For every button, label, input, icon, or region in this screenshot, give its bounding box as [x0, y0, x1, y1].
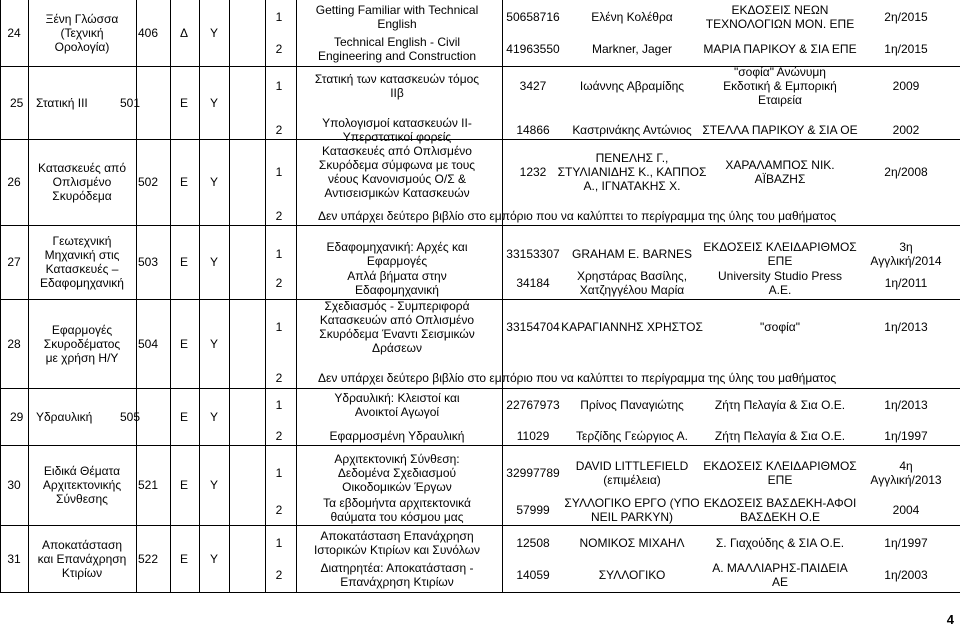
book-title: Τα εβδομήντα αρχιτεκτονικά θαύματα του κόσμου μας — [323, 496, 471, 524]
book-author: Τερζίδης Γεώργιος Α. — [576, 429, 688, 443]
table-rule — [0, 66, 960, 67]
book-title: Διατηρητέα: Αποκατάσταση - Επανάχρηση Κτιρίων — [320, 561, 474, 589]
course-name: Υδραυλική — [36, 409, 93, 424]
book-index: 1 — [275, 536, 283, 550]
book-title: Υδραυλική: Κλειστοί και Ανοικτοί Αγωγοί — [334, 391, 460, 419]
course-type: Ε — [179, 551, 189, 566]
book-edition: 1η/2013 — [884, 398, 928, 412]
book-index: 1 — [275, 466, 283, 480]
course-name: Κατασκευές από Οπλισμένο Σκυρόδεμα — [38, 161, 126, 203]
table-rule — [502, 0, 503, 592]
book-author: Markner, Jager — [591, 42, 673, 56]
book-author: ΣΥΛΛΟΓΙΚΟ ΕΡΓΟ (ΥΠΟ NEIL PARKYN) — [564, 496, 700, 524]
book-publisher: ΣΤΕΛΛΑ ΠΑΡΙΚΟΥ & ΣΙΑ ΟΕ — [702, 123, 858, 137]
book-index: 2 — [275, 209, 283, 223]
book-code: 33153307 — [506, 247, 560, 261]
table-rule — [0, 225, 960, 226]
course-code: 501 — [120, 95, 141, 110]
course-code: 406 — [137, 26, 159, 40]
book-code: 50658716 — [506, 10, 560, 24]
course-name: Ξένη Γλώσσα (Τεχνική Ορολογία) — [45, 12, 119, 54]
book-index: 1 — [275, 10, 283, 24]
book-author: Ιωάννης Αβραμίδης — [579, 79, 685, 93]
row-number: 28 — [7, 336, 21, 351]
course-name: Αποκατάσταση και Επανάχρηση Κτιρίων — [37, 537, 127, 580]
book-index: 2 — [275, 123, 283, 137]
book-edition: 1η/1997 — [884, 429, 928, 443]
course-name: Ειδικά Θέματα Αρχιτεκτονικής Σύνθεσης — [42, 464, 122, 506]
table-rule — [170, 0, 171, 592]
book-code: 14059 — [516, 568, 550, 582]
book-title: Στατική των κατασκευών τόμος ΙΙβ — [314, 72, 480, 100]
no-second-book-note: Δεν υπάρχει δεύτερο βιβλίο στο εμπόριο που να καλύπτει το περίγραμμα της ύλης του μαθήματος — [318, 371, 837, 385]
book-index: 1 — [275, 165, 283, 179]
book-code: 12508 — [516, 536, 550, 550]
book-code: 11029 — [516, 429, 550, 443]
table-rule — [0, 299, 960, 300]
book-code: 57999 — [516, 503, 550, 517]
table-rule — [0, 525, 960, 526]
course-name: Γεωτεχνική Μηχανική στις Κατασκευές – Εδαφομηχανική — [40, 234, 124, 290]
course-type: Ε — [179, 478, 189, 492]
course-type: Δ — [179, 26, 189, 40]
table-rule — [0, 445, 960, 446]
book-edition: 2004 — [892, 503, 920, 517]
book-author: Καστρινάκης Αντώνιος — [572, 123, 692, 137]
book-publisher: ΕΚΔΟΣΕΙΣ ΒΑΣΔΕΚΗ-ΑΦΟΙ ΒΑΣΔΕΚΗ Ο.Ε — [703, 496, 857, 524]
row-number: 27 — [7, 255, 21, 269]
book-edition: 1η/2015 — [884, 42, 928, 56]
book-title: Εδαφομηχανική: Αρχές και Εφαρμογές — [326, 240, 468, 268]
course-code: 504 — [137, 336, 159, 351]
book-edition: 2η/2008 — [884, 165, 928, 179]
book-index: 2 — [275, 503, 283, 517]
book-code: 41963550 — [506, 42, 560, 56]
row-number: 31 — [7, 551, 21, 566]
book-index: 1 — [275, 247, 283, 261]
book-publisher: University Studio Press Α.Ε. — [717, 269, 843, 297]
course-type: Ε — [179, 336, 189, 351]
book-edition: 1η/2013 — [884, 320, 928, 334]
table-rule — [136, 0, 137, 592]
book-edition: 1η/2003 — [884, 568, 928, 582]
row-number: 30 — [7, 478, 21, 492]
book-title: Υπολογισμοί κατασκευών ΙΙ- Υπερστατικοί φορείς — [322, 116, 472, 144]
book-index: 1 — [275, 320, 283, 334]
course-status: Υ — [209, 336, 219, 351]
course-type: Ε — [179, 255, 189, 269]
book-edition: 2η/2015 — [884, 10, 928, 24]
course-code: 522 — [137, 551, 159, 566]
row-number: 25 — [10, 95, 24, 110]
course-name: Στατική ΙΙΙ — [36, 95, 88, 110]
course-code: 503 — [137, 255, 159, 269]
page-number: 4 — [946, 612, 954, 627]
book-title: Απλά βήματα στην Εδαφομηχανική — [347, 269, 447, 297]
table-rule — [0, 388, 960, 389]
book-publisher: Α. ΜΑΛΛΙΑΡΗΣ-ΠΑΙΔΕΙΑ ΑΕ — [712, 561, 848, 589]
book-publisher: ΜΑΡΙΑ ΠΑΡΙΚΟΥ & ΣΙΑ ΕΠΕ — [703, 42, 857, 56]
book-title: Αποκατάσταση Επανάχρηση Ιστορικών Κτιρίων και Συνόλων — [313, 529, 481, 557]
book-index: 2 — [275, 429, 283, 443]
book-code: 3427 — [519, 79, 547, 93]
row-number: 26 — [7, 175, 21, 189]
course-type: Ε — [179, 409, 189, 424]
book-title: Αρχιτεκτονική Σύνθεση: Δεδομένα Σχεδιασμού Οικοδομικών Έργων — [334, 452, 460, 494]
book-code: 22767973 — [506, 398, 560, 412]
book-index: 1 — [275, 398, 283, 412]
course-status: Υ — [209, 95, 219, 110]
course-status: Υ — [209, 478, 219, 492]
book-index: 1 — [275, 79, 283, 93]
book-edition: 2009 — [892, 79, 920, 93]
book-publisher: Σ. Γιαχούδης & ΣΙΑ Ο.Ε. — [715, 536, 845, 550]
row-number: 29 — [10, 409, 24, 424]
book-publisher: Ζήτη Πελαγία & Σια Ο.Ε. — [714, 429, 846, 443]
table-rule — [28, 0, 29, 592]
book-title: Εφαρμοσμένη Υδραυλική — [329, 429, 465, 443]
book-author: ΠΕΝΕΛΗΣ Γ., ΣΤΥΛΙΑΝΙΔΗΣ Κ., ΚΑΠΠΟΣ Α., ΙΓΝΑΤΑΚΗΣ Χ. — [557, 151, 707, 193]
table-rule — [0, 0, 1, 592]
table-rule — [0, 592, 960, 593]
book-edition: 3η Αγγλική/2014 — [870, 240, 942, 268]
book-author: ΝΟΜΙΚΟΣ ΜΙΧΑΗΛ — [579, 536, 685, 550]
course-name: Εφαρμογές Σκυροδέματος με χρήση Η/Υ — [43, 322, 121, 365]
book-author: GRAHAM E. BARNES — [571, 247, 693, 261]
book-code: 14866 — [516, 123, 550, 137]
book-code: 33154704 — [506, 320, 560, 334]
table-rule — [0, 139, 960, 140]
book-title: Technical English - Civil Engineering and Construction — [317, 35, 477, 63]
course-code: 521 — [137, 478, 159, 492]
book-publisher: "σοφία" — [760, 320, 800, 334]
course-type: Ε — [179, 95, 189, 110]
book-index: 2 — [275, 568, 283, 582]
book-author: Ελένη Κολέθρα — [591, 10, 673, 24]
book-edition: 1η/1997 — [884, 536, 928, 550]
course-status: Υ — [209, 255, 219, 269]
course-status: Υ — [209, 409, 219, 424]
book-author: Χρηστάρας Βασίλης, Χατζηγγέλου Μαρία — [576, 269, 688, 297]
book-publisher: ΧΑΡΑΛΑΜΠΟΣ ΝΙΚ. ΑΪΒΑΖΗΣ — [725, 158, 835, 186]
book-edition: 1η/2011 — [884, 276, 928, 290]
book-publisher: ΕΚΔΟΣΕΙΣ ΚΛΕΙΔΑΡΙΘΜΟΣ ΕΠΕ — [703, 459, 857, 487]
course-code: 502 — [137, 175, 159, 189]
book-author: Πρίνος Παναγιώτης — [580, 398, 684, 412]
book-author: ΣΥΛΛΟΓΙΚΟ — [598, 568, 666, 582]
book-title: Σχεδιασμός - Συμπεριφορά Κατασκευών από Οπλισμένο Σκυρόδεμα Έναντι Σεισμικών Δράσεων — [319, 299, 475, 355]
table-rule — [199, 0, 200, 592]
book-publisher: ΕΚΔΟΣΕΙΣ ΚΛΕΙΔΑΡΙΘΜΟΣ ΕΠΕ — [703, 240, 857, 268]
book-code: 32997789 — [506, 466, 560, 480]
course-type: Ε — [179, 175, 189, 189]
book-code: 1232 — [519, 165, 547, 179]
book-code: 34184 — [516, 276, 550, 290]
book-index: 2 — [275, 371, 283, 385]
no-second-book-note: Δεν υπάρχει δεύτερο βιβλίο στο εμπόριο που να καλύπτει το περίγραμμα της ύλης του μαθήματος — [318, 209, 837, 223]
book-index: 2 — [275, 276, 283, 290]
course-status: Υ — [209, 175, 219, 189]
course-status: Υ — [209, 26, 219, 40]
course-code: 505 — [120, 409, 141, 424]
book-publisher: "σοφία" Ανώνυμη Εκδοτική & Εμπορική Εταιρεία — [723, 65, 837, 107]
book-edition: 2002 — [892, 123, 920, 137]
table-rule — [229, 0, 230, 592]
table-rule — [265, 0, 266, 592]
table-rule — [296, 0, 297, 592]
book-author: ΚΑΡΑΓΙΑΝΝΗΣ ΧΡΗΣΤΟΣ — [561, 320, 703, 334]
book-publisher: ΕΚΔΟΣΕΙΣ ΝΕΩΝ ΤΕΧΝΟΛΟΓΙΩΝ ΜΟΝ. ΕΠΕ — [705, 3, 855, 31]
book-edition: 4η Αγγλική/2013 — [870, 459, 942, 487]
book-title: Getting Familiar with Technical English — [315, 3, 479, 31]
book-publisher: Ζήτη Πελαγία & Σια Ο.Ε. — [714, 398, 846, 412]
book-title: Κατασκευές από Οπλισμένο Σκυρόδεμα σύμφωνα με τους νέους Κανονισμούς Ο/Σ & Αντισεισμικών Κατασκευών — [318, 144, 476, 200]
row-number: 24 — [7, 26, 21, 40]
book-index: 2 — [275, 42, 283, 56]
book-author: DAVID LITTLEFIELD (επιμέλεια) — [575, 459, 689, 487]
course-status: Υ — [209, 551, 219, 566]
